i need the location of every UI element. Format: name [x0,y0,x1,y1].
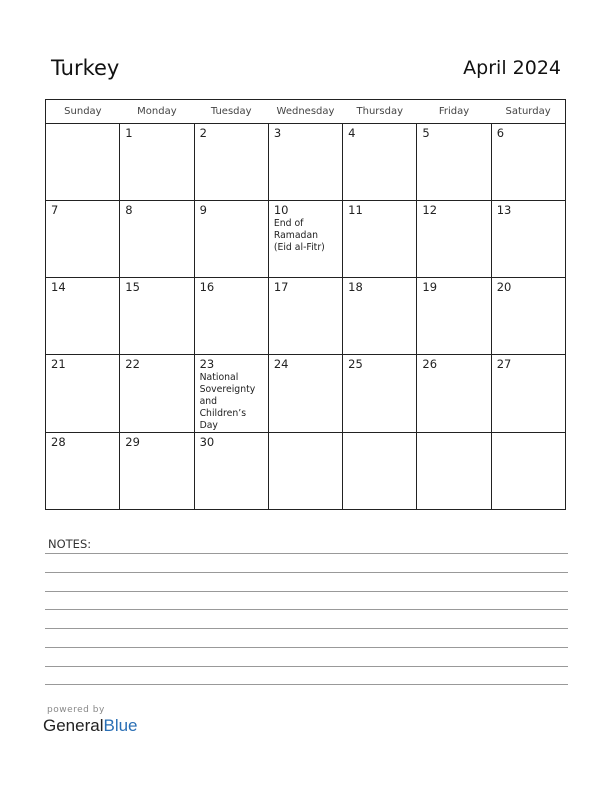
weekday-header: Friday [417,100,491,124]
calendar-day-cell [194,433,268,510]
day-number: 18 [348,280,363,294]
brand-blue: Blue [103,716,138,735]
notes-line [45,628,568,629]
calendar-day-cell [343,201,417,278]
calendar-day-cell [491,355,565,433]
calendar-day-cell [343,433,417,510]
day-number: 6 [496,126,505,140]
day-number: 19 [422,280,438,294]
calendar-day-cell [194,201,268,278]
calendar-day-cell [120,201,194,278]
calendar-day-cell [417,124,491,201]
calendar-week-row [46,201,566,278]
calendar-day-cell [194,124,268,201]
day-number: 13 [496,203,512,217]
weekday-header: Tuesday [194,100,268,124]
day-number: 4 [348,126,356,140]
day-number: 22 [125,357,140,371]
calendar-week-row [46,278,566,355]
calendar-day-cell [343,355,417,433]
calendar-day-cell [343,278,417,355]
weekday-header: Saturday [491,100,565,124]
calendar-day-cell [268,355,342,433]
notes-line [45,553,568,554]
notes-line [45,572,568,573]
day-number: 3 [273,126,282,140]
calendar-day-cell [491,278,565,355]
notes-line [45,609,568,610]
calendar-day-cell [417,201,491,278]
calendar-week-row [46,355,566,433]
day-number: 17 [273,280,289,294]
calendar-day-cell [268,201,342,278]
calendar-day-cell [46,124,120,201]
calendar-day-cell [46,355,120,433]
calendar-day-cell [46,201,120,278]
powered-by-text: powered by [47,705,105,715]
day-number: 9 [199,203,207,217]
notes-line [45,684,568,685]
day-number: 11 [348,203,363,217]
day-number: 21 [51,357,66,371]
day-number: 1 [125,126,133,140]
day-number: 5 [422,126,430,140]
notes-title: NOTES: [48,537,92,551]
day-number: 26 [422,357,438,371]
weekday-header-row [46,100,566,124]
calendar-day-cell [268,278,342,355]
calendar-day-cell [491,201,565,278]
calendar-week-row [46,124,566,201]
calendar-day-cell [120,355,194,433]
calendar-day-cell [46,433,120,510]
calendar-day-cell [417,278,491,355]
day-number: 14 [51,280,66,294]
calendar-day-cell [417,433,491,510]
holiday-label: End of Ramadan (Eid al-Fitr) [273,218,325,253]
calendar-day-cell [120,433,194,510]
day-number: 20 [496,280,512,294]
day-number: 29 [125,435,140,449]
calendar-grid [45,99,566,510]
calendar-day-cell [194,278,268,355]
calendar-day-cell [491,433,565,510]
calendar-month-title: April 2024 [463,57,561,79]
day-number: 24 [273,357,289,371]
holiday-label: National Sovereignty and Children’s Day [199,372,256,431]
day-number: 28 [51,435,66,449]
calendar-day-cell [120,124,194,201]
weekday-header: Thursday [343,100,417,124]
day-number: 15 [125,280,140,294]
calendar-day-cell [417,355,491,433]
day-number: 2 [199,126,207,140]
calendar-day-cell [491,124,565,201]
generalblue-logo[interactable] [43,716,138,736]
weekday-header: Sunday [46,100,120,124]
notes-line [45,591,568,592]
day-number: 16 [199,280,215,294]
day-number: 23 [199,357,215,371]
weekday-header: Monday [120,100,194,124]
calendar-day-cell [343,124,417,201]
notes-line [45,647,568,648]
calendar-day-cell [194,355,268,433]
day-number: 8 [125,203,133,217]
brand-general: General [43,716,104,735]
weekday-header: Wednesday [268,100,342,124]
day-number: 30 [199,435,215,449]
calendar-day-cell [268,433,342,510]
calendar-country-title: Turkey [51,56,120,80]
day-number: 12 [422,203,438,217]
calendar-week-row [46,433,566,510]
calendar-day-cell [268,124,342,201]
day-number: 25 [348,357,363,371]
day-number: 27 [496,357,512,371]
day-number: 7 [51,203,59,217]
calendar-day-cell [120,278,194,355]
notes-line [45,666,568,667]
calendar-day-cell [46,278,120,355]
day-number: 10 [273,203,289,217]
